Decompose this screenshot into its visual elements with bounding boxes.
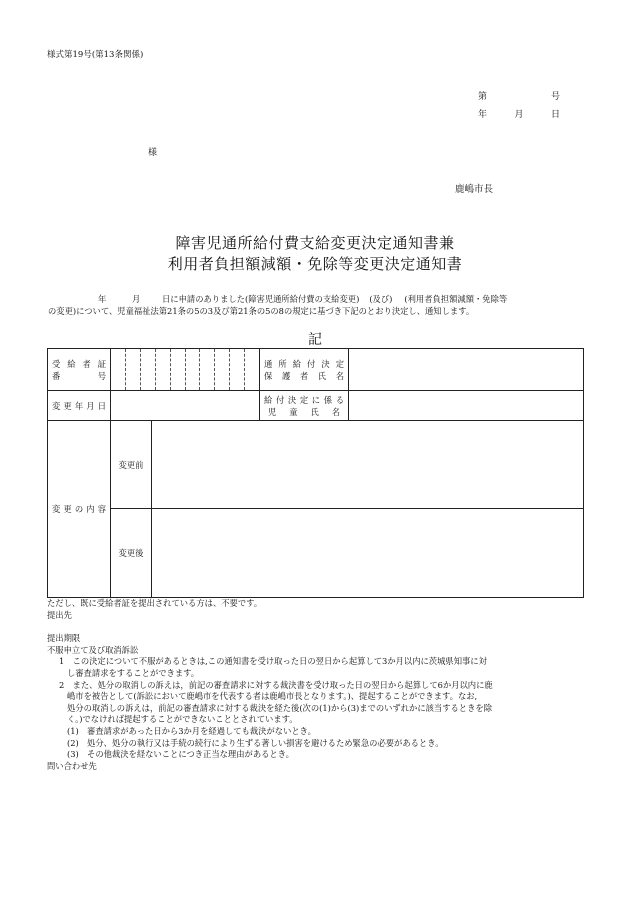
inquiry-label: 問い合わせ先 [47, 760, 97, 771]
recipient-cert-number-field[interactable] [111, 349, 260, 391]
notes-section [47, 598, 587, 772]
appeal-sub3: (3) その他裁決を経ないことにつき正当な理由があるとき。 [67, 749, 294, 760]
notice-number-suffix: 号 [550, 92, 560, 102]
form-number: 様式第19号(第13条関係) [47, 50, 144, 60]
caution-text: ただし、既に受給者証を提出されている方は、不要です。 [47, 598, 263, 608]
notice-body-line2: の変更)について、児童福祉法第21条の5の3及び第21条の5の8の規定に基づき下記のとおり決定し、通知します。 [48, 306, 475, 316]
body-reduction: (利用者負担額減額・免除等 [404, 294, 508, 304]
notice-number-prefix: 第 [478, 92, 488, 102]
ki-heading: 記 [308, 332, 322, 348]
before-field[interactable] [152, 421, 584, 509]
addressee: 様 [148, 148, 158, 158]
appeal-item2-line2: 嶋市を被告として(訴訟において鹿嶋市を代表する者は鹿嶋市長となります。)、提起することができます。なお, [67, 691, 478, 702]
document-title-line2: 利用者負担額減額・免除等変更決定通知書 [167, 255, 463, 273]
guardian-label: 通所給付決定 保護者氏名 [260, 349, 349, 391]
notice-body-line1 [48, 293, 588, 305]
deadline-label: 提出期限 [47, 633, 81, 644]
after-label: 変更後 [111, 509, 152, 598]
notice-date-month: 月 [514, 110, 524, 120]
document-title-line1: 障害児通所給付費支給変更決定通知書兼 [175, 234, 455, 252]
body-month: 月 [132, 294, 141, 304]
change-date-label: 変更年月日 [48, 391, 111, 421]
before-label: 変更前 [111, 421, 152, 509]
notice-body [48, 293, 588, 317]
appeal-sub1: (1) 審査請求があった日から3か月を経過しても裁決がないとき。 [67, 725, 316, 736]
appeal-sub2: (2) 処分、処分の執行又は手続の続行により生ずる著しい損害を避けるため緊急の必要があるとき。 [67, 737, 444, 748]
body-and: (及び) [369, 294, 393, 304]
child-label: 給付決定に係る 児童氏名 [260, 391, 349, 421]
guardian-name-field[interactable] [349, 349, 584, 391]
sender: 鹿嶋市長 [455, 184, 494, 195]
body-year: 年 [98, 294, 107, 304]
notice-date-day: 日 [550, 110, 560, 120]
appeal-item1-line2: し審査請求をすることができます。 [67, 667, 200, 678]
change-date-field[interactable] [111, 391, 260, 421]
child-name-field[interactable] [349, 391, 584, 421]
appeal-item1-line1: 1 この決定について不服があるときは,この通知書を受け取った日の翌日から起算して3か月以内に茨城県知事に対 [59, 656, 487, 667]
notice-date-year: 年 [478, 110, 488, 120]
decision-table [47, 348, 584, 598]
body-day-text: 日に申請のありました(障害児通所給付費の支給変更) [162, 294, 360, 304]
recipient-cert-label: 受給者証 番号 [48, 349, 111, 391]
after-field[interactable] [152, 509, 584, 598]
appeal-item2-line4: く。)でなければ提起することができないこととされています。 [67, 714, 298, 725]
submit-to-label: 提出先 [47, 609, 72, 620]
notice-number [478, 89, 560, 102]
change-content-label: 変更の内容 [48, 421, 111, 598]
appeal-heading: 不服申立て及び取消訴訟 [47, 644, 139, 655]
appeal-item2-line1: 2 また、処分の取消しの訴えは，前記の審査請求に対する裁決書を受け取った日の翌日から起算して6か月以内に鹿 [59, 679, 493, 690]
appeal-item2-line3: 処分の取消しの訴えは，前記の審査請求に対する裁決を経た後(次の(1)から(3)までのいずれかに該当するときを除 [67, 702, 492, 713]
notice-date [478, 107, 560, 120]
